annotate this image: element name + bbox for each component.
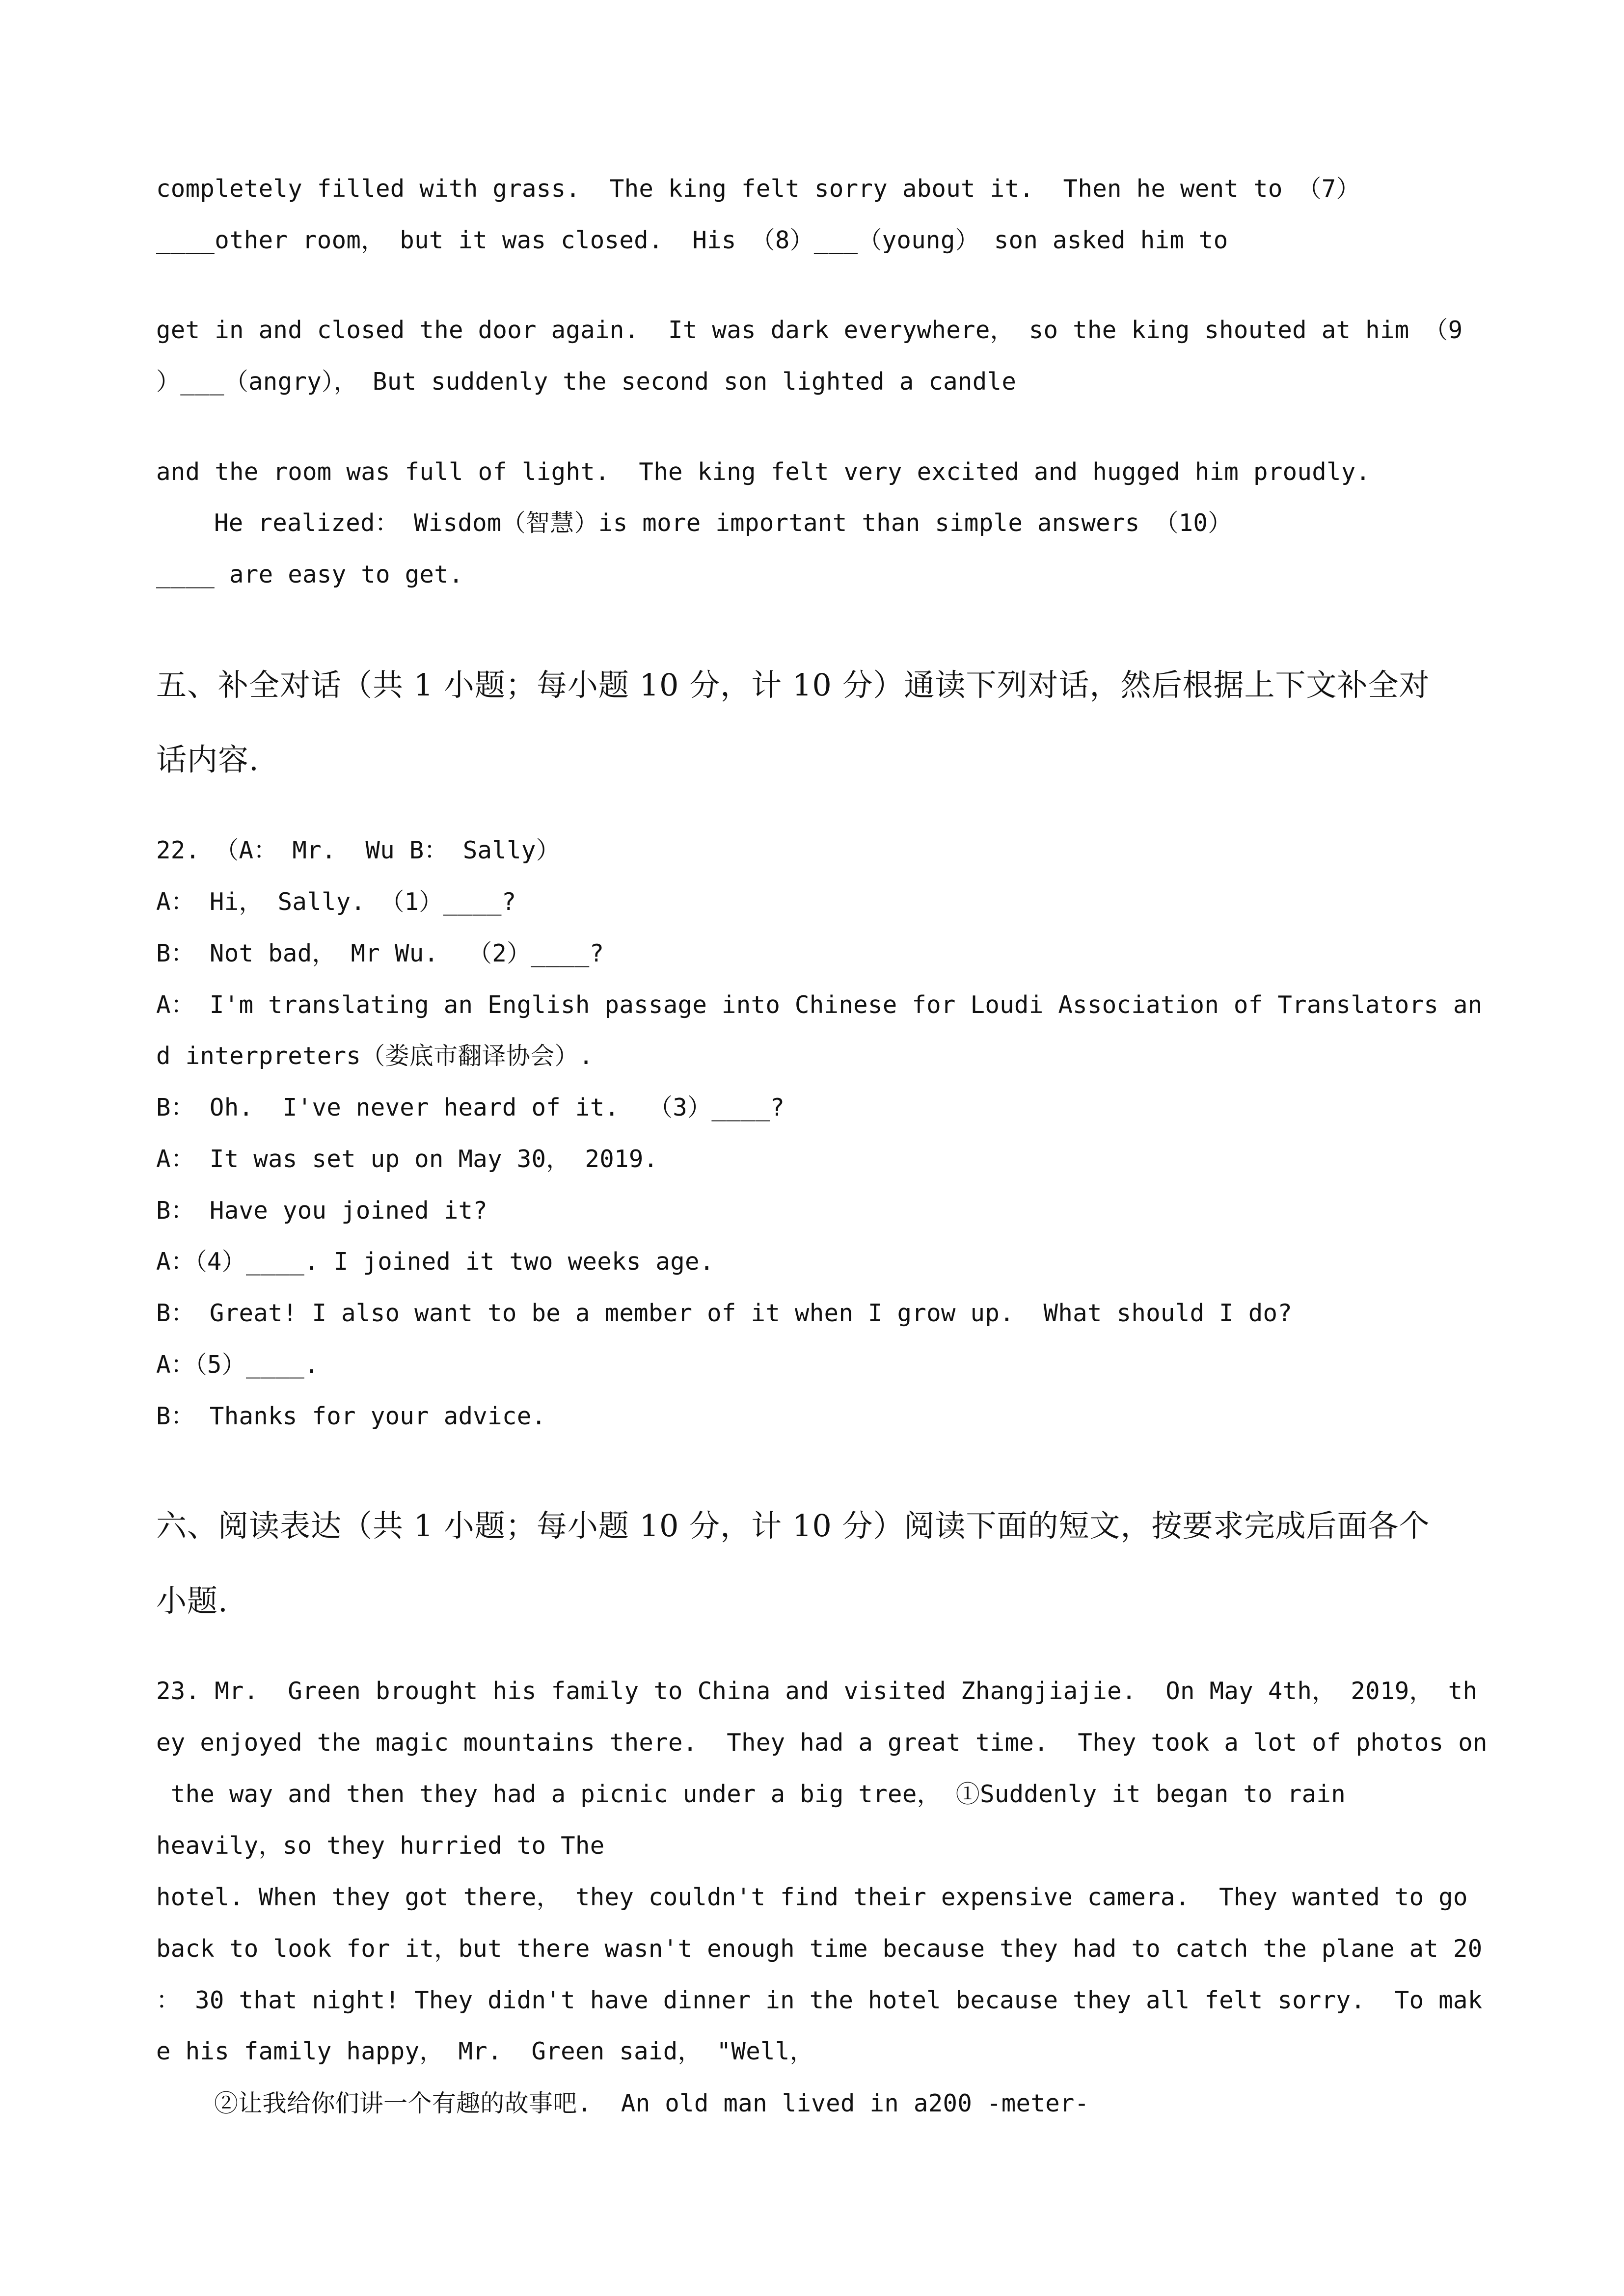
section-5-heading: 五、补全对话（共 1 小题；每小题 10 分，计 10 分）通读下列对话，然后根据上下文补全对: [156, 667, 1430, 703]
passage-line-3: get in and closed the door again. It was dark everywhere， so the king shouted at him （9: [156, 316, 1463, 344]
q22-line-9: A：（4）____. I joined it two weeks age.: [156, 1248, 714, 1276]
section-5-heading-cont: 话内容.: [156, 742, 259, 777]
passage-line-4: ）___（angry）， But suddenly the second son lighted a candle: [156, 368, 1017, 396]
section-6-heading-cont: 小题.: [156, 1583, 228, 1619]
q23-line-6: back to look for it，but there wasn't enough time because they had to catch the plane at 20: [156, 1935, 1483, 1963]
q23-line-7: ： 30 that night! They didn't have dinner in the hotel because they all felt sorry. To mak: [156, 1986, 1483, 2014]
passage-line-5: and the room was full of light. The king felt very excited and hugged him proudly.: [156, 458, 1371, 486]
q22-line-3: B： Not bad， Mr Wu. （2）____?: [156, 939, 604, 967]
passage-line-6: He realized： Wisdom（智慧）is more important than simple answers （10）: [214, 509, 1232, 537]
q23-line-3: the way and then they had a picnic under a big tree， ①Suddenly it began to rain: [156, 1780, 1346, 1808]
q22-line-1: 22. （A： Mr. Wu B： Sally）: [156, 836, 561, 864]
q22-line-7: A： It was set up on May 30， 2019.: [156, 1145, 658, 1173]
q22-line-4: A： I'm translating an English passage into Chinese for Loudi Association of Translators an: [156, 991, 1483, 1019]
q23-line-1: 23. Mr. Green brought his family to China and visited Zhangjiajie. On May 4th， 2019， th: [156, 1677, 1478, 1705]
q22-line-11: A：（5）____.: [156, 1351, 320, 1379]
q22-line-6: B： Oh. I've never heard of it. （3）____?: [156, 1094, 785, 1121]
passage-line-7: ____ are easy to get.: [156, 561, 463, 588]
q22-line-10: B： Great! I also want to be a member of it when I grow up. What should I do?: [156, 1299, 1293, 1327]
q23-line-8: e his family happy， Mr. Green said， "Well，: [156, 2037, 814, 2065]
q23-line-4: heavily，so they hurried to The: [156, 1832, 605, 1860]
q22-line-8: B： Have you joined it?: [156, 1197, 488, 1225]
q22-line-5: d interpreters（娄底市翻译协会）.: [156, 1042, 594, 1070]
q23-line-2: ey enjoyed the magic mountains there. They had a great time. They took a lot of photos on: [156, 1729, 1488, 1757]
q22-line-12: B： Thanks for your advice.: [156, 1402, 546, 1430]
passage-line-2: ____other room， but it was closed. His （8）___（young） son asked him to: [156, 226, 1228, 254]
q22-line-2: A： Hi， Sally. （1）____?: [156, 888, 516, 916]
section-6-heading: 六、阅读表达（共 1 小题；每小题 10 分，计 10 分）阅读下面的短文，按要求完成后面各个: [156, 1508, 1430, 1544]
q23-line-9: ②让我给你们讲一个有趣的故事吧. An old man lived in a200 -meter-: [214, 2089, 1089, 2117]
passage-line-1: completely filled with grass. The king felt sorry about it. Then he went to （7）: [156, 175, 1360, 203]
q23-line-5: hotel. When they got there， they couldn't find their expensive camera. They wanted to go: [156, 1883, 1468, 1911]
